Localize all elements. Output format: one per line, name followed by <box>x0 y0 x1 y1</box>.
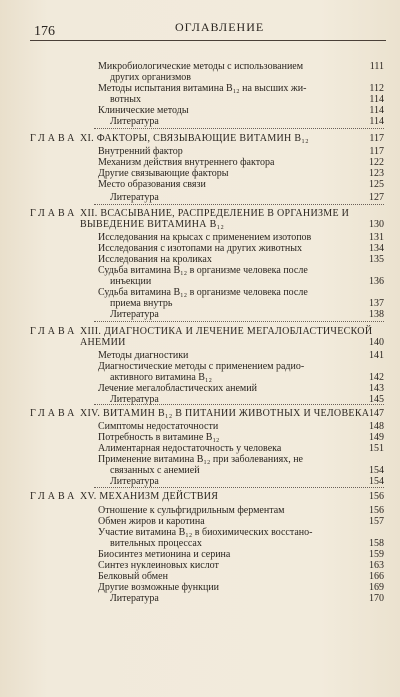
running-title: ОГЛАВЛЕНИЕ <box>175 20 265 34</box>
chapter-heading <box>30 337 384 348</box>
toc-page-number: 114 <box>369 94 384 105</box>
toc-entry-title: Потребность в витамине B₁₂ <box>98 432 220 443</box>
toc-entry-title: Применение витамина B₁₂ при заболеваниях, не <box>98 454 303 465</box>
toc-page-number: 136 <box>369 276 384 287</box>
toc-entry-title: Литература <box>110 476 159 487</box>
toc-page-number: 140 <box>369 337 384 348</box>
toc-page-number: 145 <box>369 394 384 405</box>
toc-entry-title: Судьба витамина B₁₂ в организме человека после <box>98 265 308 276</box>
toc-page-number: 114 <box>369 116 384 127</box>
toc-page-number: 125 <box>369 179 384 190</box>
toc-entry-title: Литература <box>110 593 159 604</box>
toc-page-number: 131 <box>369 232 384 243</box>
chapter-title: АНЕМИИ <box>80 337 126 348</box>
chapter-title: XIII. ДИАГНОСТИКА И ЛЕЧЕНИЕ МЕГАЛОБЛАСТИЧЕСКОЙ <box>80 326 373 337</box>
toc-page-number: 137 <box>369 298 384 309</box>
toc-entry-title: Литература <box>110 394 159 405</box>
toc-page-number: 117 <box>369 133 384 144</box>
toc-entry-title: Литература <box>110 192 159 203</box>
chapter-title: XIV. ВИТАМИН B₁₂ В ПИТАНИИ ЖИВОТНЫХ И ЧЕЛОВЕКА <box>80 408 370 419</box>
page-number: 176 <box>34 24 55 39</box>
toc-entry-title: Синтез нуклеиновых кислот <box>98 560 219 571</box>
toc-page-number: 151 <box>369 443 384 454</box>
toc-entry-title: Исследования на крысах с применением изотопов <box>98 232 312 243</box>
toc-entry-title: Диагностические методы с применением радио- <box>98 361 305 372</box>
toc-page-number: 149 <box>369 432 384 443</box>
toc-page-number: 117 <box>369 146 384 157</box>
chapter-title: XI. ФАКТОРЫ, СВЯЗЫВАЮЩИЕ ВИТАМИН B₁₂ <box>80 133 309 144</box>
toc-entry-title: Судьба витамина B₁₂ в организме человека после <box>98 287 308 298</box>
toc-page-number: 142 <box>369 372 384 383</box>
chapter-separator <box>94 487 384 488</box>
toc-entry-title: Лечение мегалобластических анемий <box>98 383 257 394</box>
chapter-separator <box>94 404 384 405</box>
toc-entry-title: Исследования с изотопами на других животных <box>98 243 302 254</box>
toc-entry-title: вительных процессах <box>110 538 202 549</box>
toc-page-number: 166 <box>369 571 384 582</box>
toc-entry-title: инъекции <box>110 276 152 287</box>
toc-entry-title: приема внутрь <box>110 298 173 309</box>
toc-page-number: 134 <box>369 243 384 254</box>
toc-page-number: 143 <box>369 383 384 394</box>
toc-page-number: 148 <box>369 421 384 432</box>
chapter-title: XII. ВСАСЫВАНИЕ, РАСПРЕДЕЛЕНИЕ В ОРГАНИЗМЕ И <box>80 208 350 219</box>
toc-entry-title: Белковый обмен <box>98 571 168 582</box>
toc-entry-title: других организмов <box>110 72 192 83</box>
toc-page-number: 169 <box>369 582 384 593</box>
toc-entry-title: Микробиологические методы с использованием <box>98 61 304 72</box>
chapter-separator <box>94 204 384 205</box>
toc-entry-title: Литература <box>110 309 159 320</box>
toc-entry-title: Механизм действия внутреннего фактора <box>98 157 275 168</box>
chapter-label: ГЛАВА <box>30 133 78 144</box>
toc-page-number: 154 <box>369 476 384 487</box>
toc-page-number: 135 <box>369 254 384 265</box>
chapter-heading <box>30 326 384 337</box>
toc-page-number: 159 <box>369 549 384 560</box>
chapter-label: ГЛАВА <box>30 208 78 219</box>
chapter-label: ГЛАВА <box>30 491 78 502</box>
toc-entry-title: Симптомы недостаточности <box>98 421 219 432</box>
toc-entry-title: Алиментарная недостаточность у человека <box>98 443 282 454</box>
toc-page-number: 122 <box>369 157 384 168</box>
toc-page-number: 170 <box>369 593 384 604</box>
chapter-heading <box>30 491 384 502</box>
page-header <box>30 10 386 41</box>
chapter-separator <box>94 128 384 129</box>
toc-entry-title: Отношение к сульфгидрильным ферментам <box>98 505 285 516</box>
toc-entry-title: Методы диагностики <box>98 350 189 361</box>
toc-entry-title: Клинические методы <box>98 105 189 116</box>
toc-page-number: 163 <box>369 560 384 571</box>
toc-entry-title: Методы испытания витамина B₁₂ на высших жи- <box>98 83 307 94</box>
toc-page-number: 157 <box>369 516 384 527</box>
chapter-title: XV. МЕХАНИЗМ ДЕЙСТВИЯ <box>80 491 219 502</box>
toc-page-number: 127 <box>369 192 384 203</box>
chapter-heading <box>30 408 384 419</box>
toc-page-number: 147 <box>369 408 384 419</box>
toc-entry-title: Участие витамина B₁₂ в биохимических восстано- <box>98 527 313 538</box>
toc-page-number: 154 <box>369 465 384 476</box>
toc-page-number: 156 <box>369 505 384 516</box>
toc-entry-title: Обмен жиров и каротина <box>98 516 205 527</box>
toc-entry-title: связанных с анемией <box>110 465 200 476</box>
toc-entry-title: Литература <box>110 116 159 127</box>
toc-entry-title: вотных <box>110 94 141 105</box>
chapter-heading <box>30 133 384 144</box>
toc-page-number: 114 <box>369 105 384 116</box>
toc-page-number: 158 <box>369 538 384 549</box>
toc-page-number: 156 <box>369 491 384 502</box>
toc-entry-title: Другие связывающие факторы <box>98 168 229 179</box>
toc-entry-title: Исследования на кроликах <box>98 254 212 265</box>
chapter-heading <box>30 219 384 230</box>
chapter-title: ВЫВЕДЕНИЕ ВИТАМИНА B₁₂ <box>80 219 225 230</box>
toc-entry-title: активного витамина B₁₂ <box>110 372 212 383</box>
toc-page-number: 141 <box>369 350 384 361</box>
chapter-heading <box>30 208 384 219</box>
toc-page-number: 112 <box>369 83 384 94</box>
chapter-label: ГЛАВА <box>30 326 78 337</box>
chapter-separator <box>94 321 384 322</box>
toc-page-number: 111 <box>369 61 384 72</box>
toc-page-number: 138 <box>369 309 384 320</box>
toc-entry-title: Другие возможные функции <box>98 582 220 593</box>
toc-page-number: 130 <box>369 219 384 230</box>
chapter-label: ГЛАВА <box>30 408 78 419</box>
toc-page-number: 123 <box>369 168 384 179</box>
toc-entry-title: Внутренний фактор <box>98 146 183 157</box>
toc-entry-title: Место образования связи <box>98 179 206 190</box>
toc-entry-title: Биосинтез метионина и серина <box>98 549 231 560</box>
